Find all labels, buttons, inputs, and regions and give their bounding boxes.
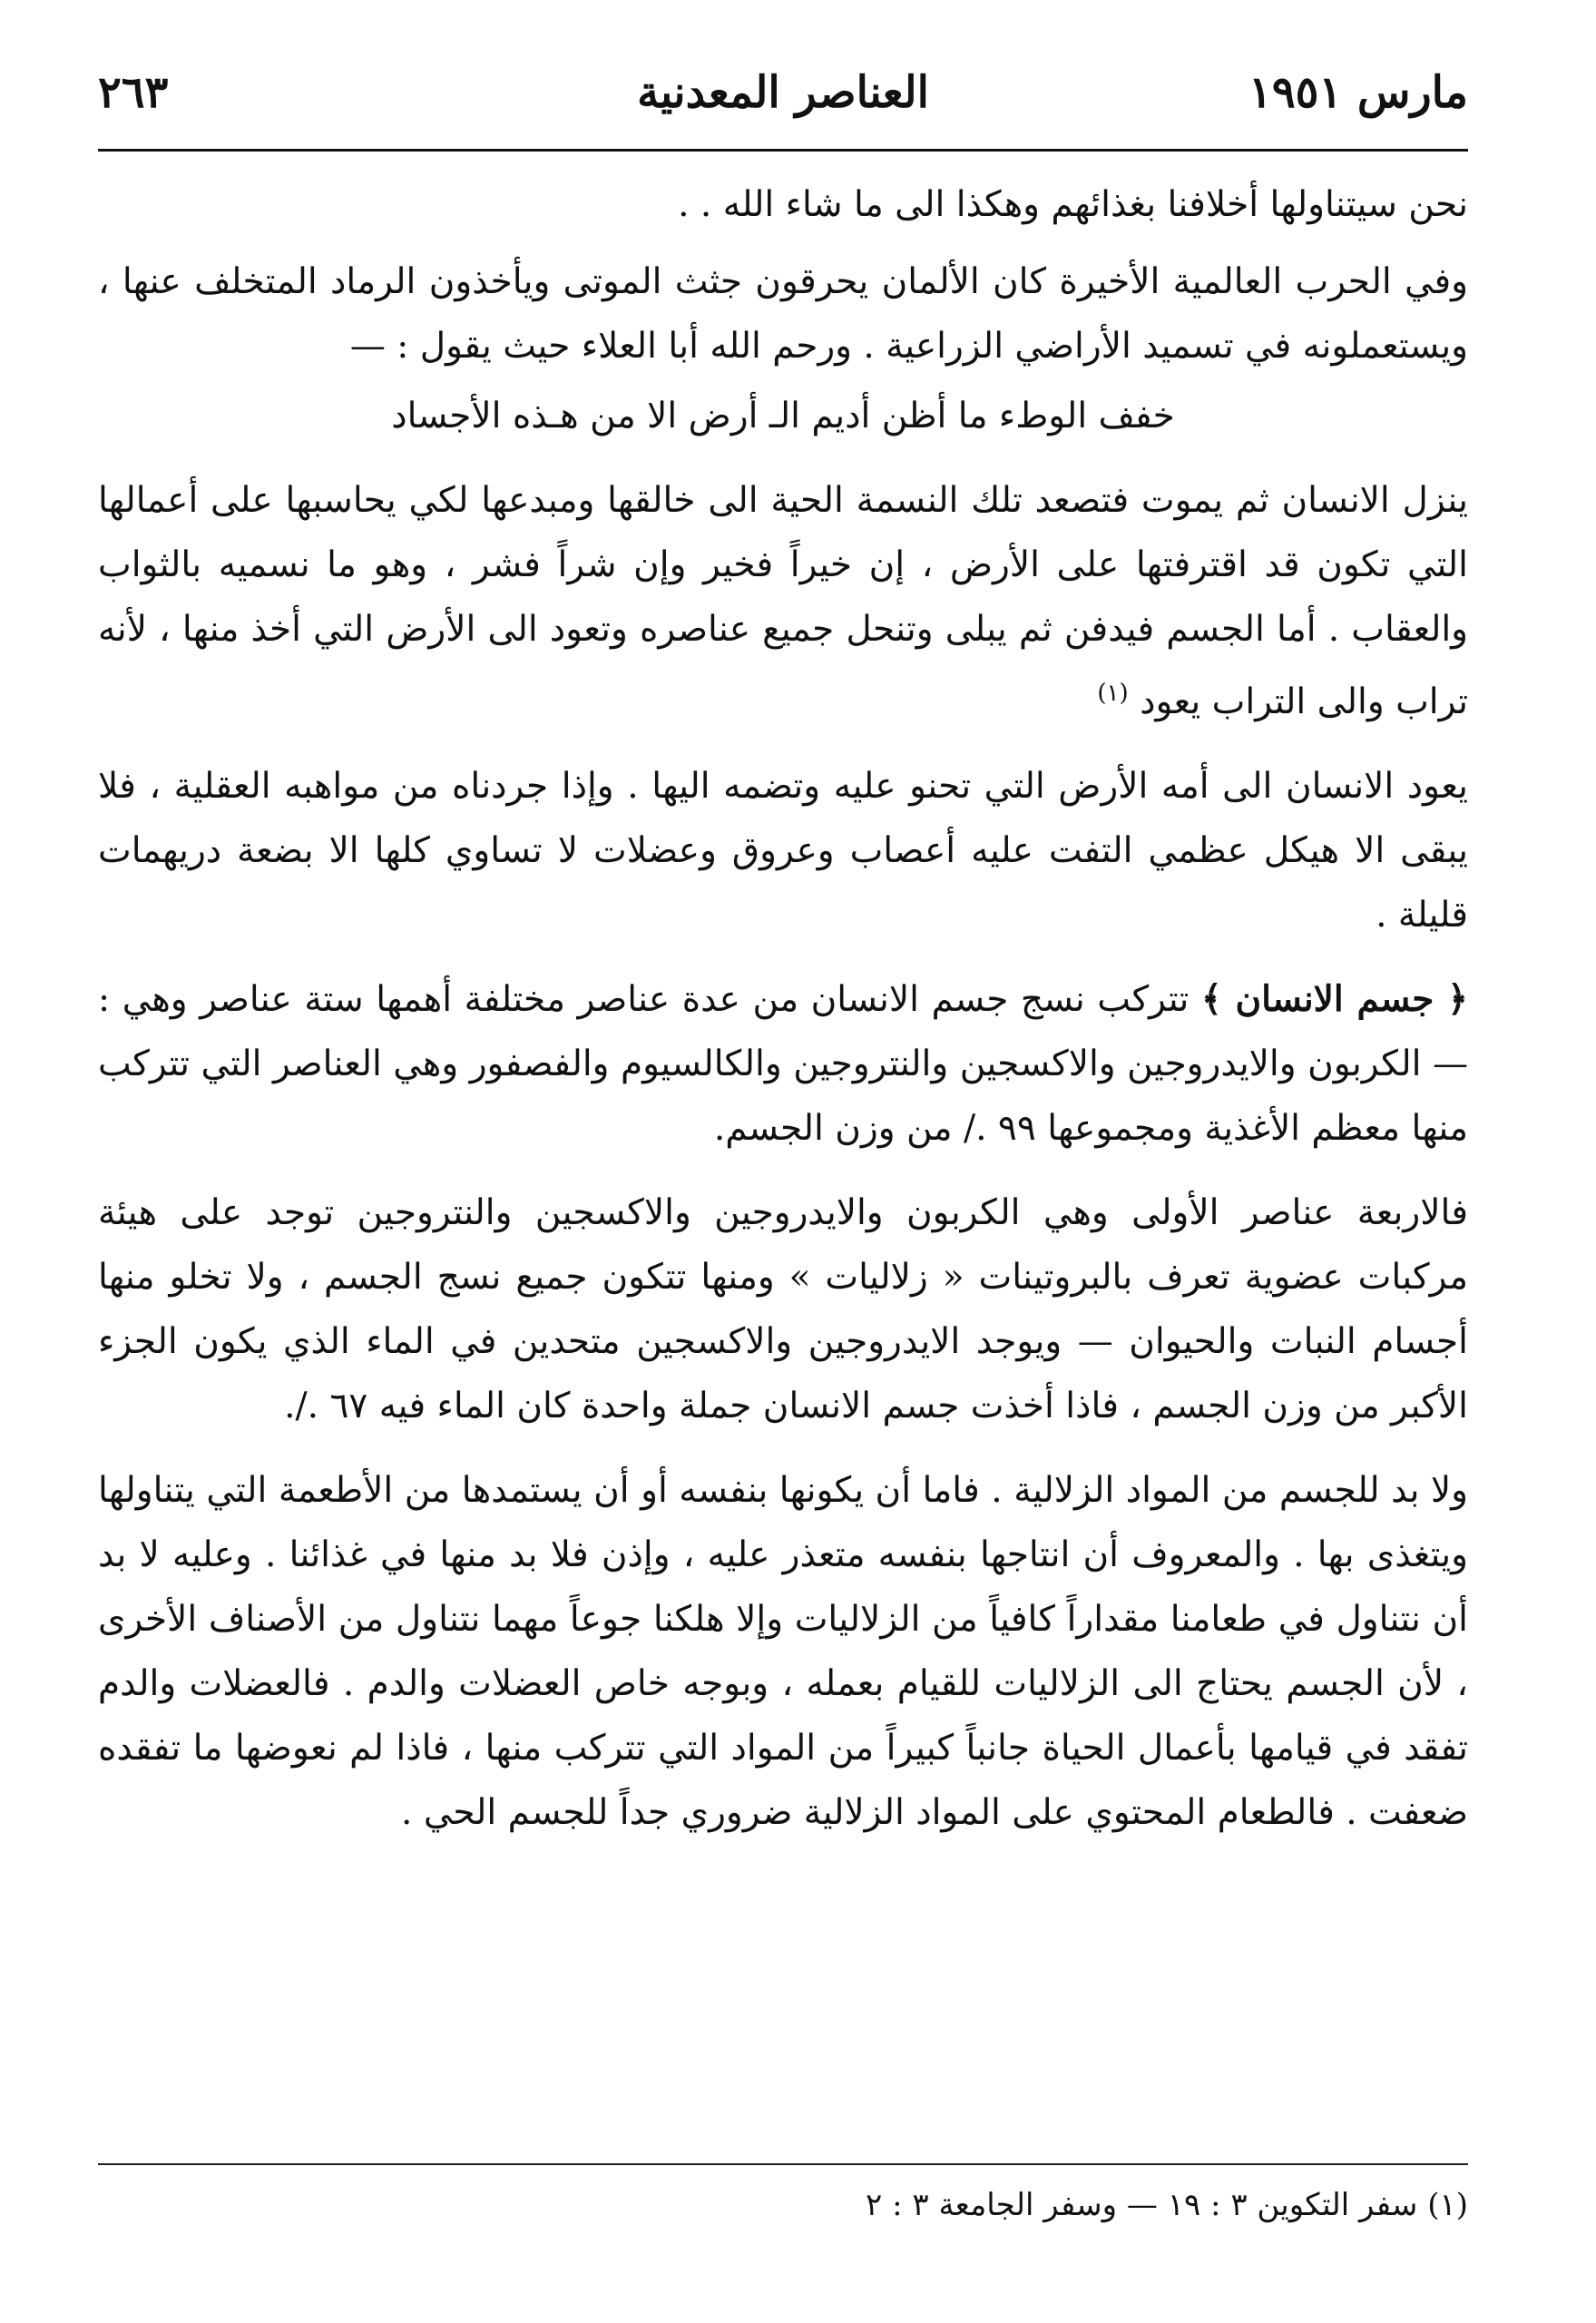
section-heading: ﴿ جسم الانسان ﴾ [1200, 978, 1468, 1020]
paragraph-continuation: نحن سيتناولها أخلافنا بغذائهم وهكذا الى ما شاء الله . . [678, 184, 1468, 225]
paragraph-elements: فالاربعة عناصر الأولى وهي الكربون والايدروجين والاكسجين والنتروجين توجد على هيئة مركبات عضوية تعرف بالبروتينات « زلاليات » ومنها تتكون جميع نسج الجسم ، ولا تخلو منها أجسام النبات والحيوان — ويوجد الايدروجين والاكسجين متحدين في الماء الذي يكون الجزء الأكبر من وزن الجسم ، فاذا أخذت جسم الانسان جملة واحدة كان الماء فيه ٦٧ ./. [98, 1192, 1468, 1426]
paragraph-soul-text: ينزل الانسان ثم يموت فتصعد تلك النسمة الحية الى خالقها ومبدعها لكي يحاسبها على أعمالها التي تكون قد اقترفتها على الأرض ، إن خيراً فخير وإن شراً فشر ، وهو ما نسميه بالثواب والعقاب . أما الجسم فيدفن ثم يبلى وتنحل جميع عناصره وتعود الى الأرض التي أخذ منها ، لأنه تراب والى التراب يعود [98, 480, 1468, 722]
header-title: العناصر المعدنية [637, 67, 929, 118]
paragraph-proteins: ولا بد للجسم من المواد الزلالية . فاما أن يكونها بنفسه أو أن يستمدها من الأطعمة التي يتناولها ويتغذى بها . والمعروف أن انتاجها بنفسه متعذر عليه ، وإذن فلا بد منها في غذائنا . وعليه لا بد أن نتناول في طعامنا مقداراً كافياً من الزلاليات وإلا هلكنا جوعاً مهما نتناول من الأصناف الأخرى ، لأن الجسم يحتاج الى الزلاليات للقيام بعمله ، وبوجه خاص العضلات والدم . فالعضلات والدم تفقد في قيامها بأعمال الحياة جانباً كبيراً من المواد التي تتركب منها ، فاذا لم نعوضها ما تفقده ضعفت . فالطعام المحتوي على المواد الزلالية ضروري جداً للجسم الحي . [98, 1470, 1468, 1833]
paragraph-soul [98, 468, 1468, 734]
page-number: ٢٦٣ [98, 67, 169, 118]
footnote-divider [98, 2163, 1468, 2165]
paragraph-body-composition [98, 967, 1468, 1161]
paragraph-body-composition-text: تتركب نسج جسم الانسان من عدة عناصر مختلفة أهمها ستة عناصر وهي : — الكربون والايدروجين والاكسجين والنتروجين والكالسيوم والفصفور وهي العناصر التي تتركب منها معظم الأغذية ومجموعها ٩٩ ./ من وزن الجسم. [98, 979, 1468, 1149]
article-body [98, 172, 1468, 1865]
header-divider [98, 149, 1468, 152]
paragraph-return: يعود الانسان الى أمه الأرض التي تحنو عليه وتضمه اليها . وإذا جردناه من مواهبه العقلية ، فلا يبقى الا هيكل عظمي التفت عليه أعصاب وعروق وعضلات لا تساوي كلها الا بضعة دريهمات قليلة . [98, 766, 1468, 936]
poem-verse: خفف الوطء ما أظن أديم الـ أرض الا من هـذه الأجساد [391, 396, 1175, 436]
header-date: مارس ١٩٥١ [1248, 67, 1468, 118]
footnote-reference[interactable]: (١) [1097, 680, 1129, 707]
page-header [98, 56, 1468, 129]
paragraph-war: وفي الحرب العالمية الأخيرة كان الألمان يحرقون جثث الموتى ويأخذون الرماد المتخلف عنها ، ويستعملونه في تسميد الأراضي الزراعية . ورحم الله أبا العلاء حيث يقول : — [98, 261, 1468, 367]
footnote: (١) سفر التكوين ٣ : ١٩ — وسفر الجامعة ٣ : ٢ [866, 2187, 1468, 2223]
